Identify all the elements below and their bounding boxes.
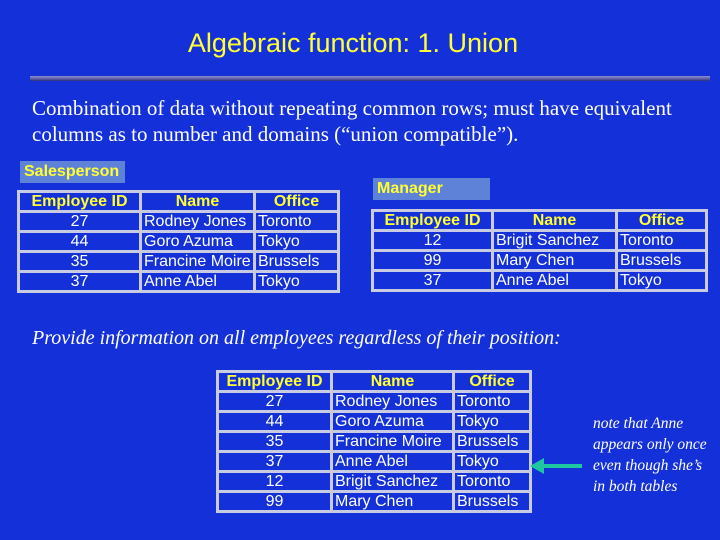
table-cell: Mary Chen — [332, 492, 454, 512]
union-result-table — [216, 370, 532, 513]
table-cell: Toronto — [255, 212, 339, 232]
table-cell: 44 — [19, 232, 141, 252]
column-header: Employee ID — [19, 192, 141, 212]
table-cell: Mary Chen — [493, 251, 617, 271]
table-row — [218, 432, 531, 452]
table-row — [373, 271, 707, 291]
table-row — [19, 272, 339, 292]
table-cell: Brigit Sanchez — [332, 472, 454, 492]
table-row — [19, 212, 339, 232]
table-cell: 44 — [218, 412, 332, 432]
manager-caption: Manager — [373, 178, 490, 200]
table-cell: Goro Azuma — [332, 412, 454, 432]
header-row — [19, 192, 339, 212]
table-row — [218, 492, 531, 512]
column-header: Employee ID — [373, 211, 493, 231]
table-cell: Anne Abel — [493, 271, 617, 291]
union-note: note that Anne appears only once even though she’s in both tables — [593, 415, 707, 495]
table-cell: Brussels — [454, 492, 531, 512]
table-row — [373, 251, 707, 271]
table-cell: 37 — [373, 271, 493, 291]
table-cell: Tokyo — [255, 232, 339, 252]
column-header: Office — [454, 372, 531, 392]
arrow-left-icon — [528, 456, 584, 476]
table-cell: Toronto — [617, 231, 707, 251]
column-header: Name — [493, 211, 617, 231]
table-cell: Tokyo — [454, 412, 531, 432]
table-cell: 99 — [218, 492, 332, 512]
slide-title: Algebraic function: 1. Union — [187, 28, 519, 58]
table-row — [218, 472, 531, 492]
header-row — [373, 211, 707, 231]
table-cell: Tokyo — [454, 452, 531, 472]
column-header: Name — [141, 192, 255, 212]
table-cell: Anne Abel — [332, 452, 454, 472]
table-cell: Francine Moire — [332, 432, 454, 452]
column-header: Name — [332, 372, 454, 392]
table-cell: 37 — [19, 272, 141, 292]
table-cell: 37 — [218, 452, 332, 472]
column-header: Employee ID — [218, 372, 332, 392]
table-row — [19, 232, 339, 252]
table-cell: Brussels — [617, 251, 707, 271]
table-cell: Anne Abel — [141, 272, 255, 292]
table-cell: Brigit Sanchez — [493, 231, 617, 251]
question-text: Provide information on all employees regardless of their position: — [32, 327, 561, 349]
table-cell: Brussels — [454, 432, 531, 452]
table-cell: Rodney Jones — [141, 212, 255, 232]
description-text: Combination of data without repeating common rows; must have equivalent columns as to number and domains (“union compatible”). — [32, 96, 672, 146]
title-underline — [30, 76, 710, 81]
salesperson-table — [17, 190, 340, 293]
table-row — [19, 252, 339, 272]
table-cell: Toronto — [454, 472, 531, 492]
table-cell: Brussels — [255, 252, 339, 272]
table-cell: 35 — [218, 432, 332, 452]
table-cell: Toronto — [454, 392, 531, 412]
table-cell: 12 — [373, 231, 493, 251]
header-row — [218, 372, 531, 392]
table-row — [373, 231, 707, 251]
table-cell: Francine Moire — [141, 252, 255, 272]
table-row — [218, 412, 531, 432]
table-cell: 27 — [19, 212, 141, 232]
table-cell: Rodney Jones — [332, 392, 454, 412]
table-cell: 35 — [19, 252, 141, 272]
table-cell: 12 — [218, 472, 332, 492]
table-cell: Goro Azuma — [141, 232, 255, 252]
column-header: Office — [255, 192, 339, 212]
column-header: Office — [617, 211, 707, 231]
table-cell: 99 — [373, 251, 493, 271]
manager-table — [371, 209, 708, 292]
table-cell: Tokyo — [255, 272, 339, 292]
table-row — [218, 452, 531, 472]
table-row — [218, 392, 531, 412]
table-cell: Tokyo — [617, 271, 707, 291]
salesperson-caption: Salesperson — [20, 161, 125, 183]
table-cell: 27 — [218, 392, 332, 412]
